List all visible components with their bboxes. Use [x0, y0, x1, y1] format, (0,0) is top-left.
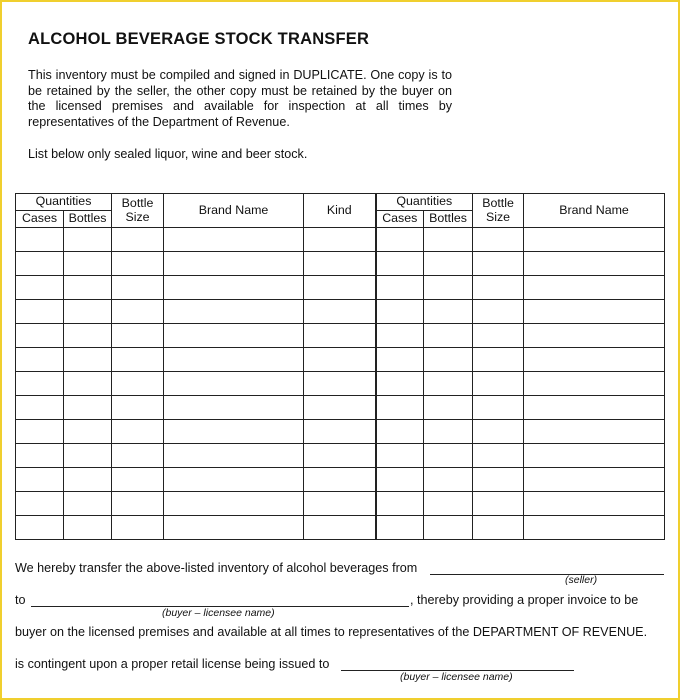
table-cell[interactable]: [424, 420, 473, 444]
table-cell[interactable]: [424, 516, 473, 540]
list-instruction: List below only sealed liquor, wine and beer stock.: [28, 147, 308, 161]
table-cell[interactable]: [424, 252, 473, 276]
table-cell[interactable]: [524, 468, 665, 492]
table-cell[interactable]: [304, 516, 376, 540]
table-cell[interactable]: [524, 372, 665, 396]
table-cell[interactable]: [164, 492, 304, 516]
table-cell[interactable]: [64, 396, 112, 420]
table-cell[interactable]: [16, 396, 64, 420]
table-cell[interactable]: [64, 348, 112, 372]
table-cell[interactable]: [112, 468, 164, 492]
table-cell[interactable]: [164, 348, 304, 372]
bottle-size-header-right: Bottle Size: [473, 194, 524, 228]
table-cell[interactable]: [304, 252, 376, 276]
table-cell[interactable]: [376, 300, 424, 324]
table-cell[interactable]: [112, 348, 164, 372]
table-row: [16, 300, 665, 324]
table-cell[interactable]: [376, 420, 424, 444]
form-title: ALCOHOL BEVERAGE STOCK TRANSFER: [28, 30, 370, 48]
table-cell[interactable]: [473, 348, 524, 372]
table-cell[interactable]: [376, 396, 424, 420]
table-cell[interactable]: [304, 300, 376, 324]
bottles-header-right: Bottles: [424, 211, 473, 228]
table-row: [16, 396, 665, 420]
table-cell[interactable]: [473, 372, 524, 396]
table-cell[interactable]: [424, 372, 473, 396]
table-cell[interactable]: [16, 324, 64, 348]
stock-table: [15, 193, 665, 540]
table-cell[interactable]: [112, 372, 164, 396]
table-cell[interactable]: [16, 252, 64, 276]
table-cell[interactable]: [112, 252, 164, 276]
table-cell[interactable]: [112, 444, 164, 468]
table-cell[interactable]: [473, 276, 524, 300]
table-cell[interactable]: [64, 516, 112, 540]
table-row: [16, 372, 665, 396]
quantities-header-left: Quantities: [16, 194, 112, 211]
table-row: [16, 492, 665, 516]
brand-name-header-left: Brand Name: [164, 194, 304, 228]
table-cell[interactable]: [16, 228, 64, 252]
table-cell[interactable]: [164, 276, 304, 300]
table-cell[interactable]: [473, 228, 524, 252]
table-cell[interactable]: [112, 396, 164, 420]
table-cell[interactable]: [164, 300, 304, 324]
table-cell[interactable]: [376, 516, 424, 540]
seller-name-field[interactable]: [430, 574, 664, 575]
table-cell[interactable]: [304, 348, 376, 372]
table-cell[interactable]: [112, 516, 164, 540]
table-cell[interactable]: [524, 420, 665, 444]
table-cell[interactable]: [424, 348, 473, 372]
table-cell[interactable]: [164, 516, 304, 540]
table-cell[interactable]: [112, 420, 164, 444]
table-cell[interactable]: [164, 420, 304, 444]
table-cell[interactable]: [164, 228, 304, 252]
table-cell[interactable]: [112, 276, 164, 300]
table-cell[interactable]: [424, 396, 473, 420]
table-cell[interactable]: [164, 324, 304, 348]
table-cell[interactable]: [16, 516, 64, 540]
table-cell[interactable]: [376, 276, 424, 300]
table-cell[interactable]: [473, 516, 524, 540]
table-row: [16, 276, 665, 300]
table-row: [16, 420, 665, 444]
transfer-statement: We hereby transfer the above-listed inventory of alcohol beverages from: [15, 561, 418, 575]
table-cell[interactable]: [376, 492, 424, 516]
table-cell[interactable]: [524, 228, 665, 252]
table-cell[interactable]: [376, 324, 424, 348]
table-cell[interactable]: [16, 348, 64, 372]
table-cell[interactable]: [304, 396, 376, 420]
table-row: [16, 228, 665, 252]
table-cell[interactable]: [524, 252, 665, 276]
table-cell[interactable]: [64, 276, 112, 300]
table-cell[interactable]: [16, 276, 64, 300]
table-cell[interactable]: [16, 444, 64, 468]
table-cell[interactable]: [524, 348, 665, 372]
table-cell[interactable]: [473, 252, 524, 276]
table-cell[interactable]: [64, 228, 112, 252]
table-cell[interactable]: [16, 300, 64, 324]
table-row: [16, 252, 665, 276]
table-cell[interactable]: [112, 324, 164, 348]
table-cell[interactable]: [112, 300, 164, 324]
department-statement: buyer on the licensed premises and available at all times to representatives of the DEPARTMENT OF REVENUE.: [15, 625, 648, 639]
table-cell[interactable]: [473, 300, 524, 324]
table-cell[interactable]: [524, 516, 665, 540]
table-cell[interactable]: [164, 396, 304, 420]
table-cell[interactable]: [304, 468, 376, 492]
intro-paragraph: This inventory must be compiled and signed in DUPLICATE. One copy is to be retained by the seller, the other copy must be retained by the buyer on the licensed premises and available for inspection at all times by representatives of the Department of Revenue.: [28, 68, 452, 129]
table-cell[interactable]: [16, 492, 64, 516]
table-cell[interactable]: [164, 468, 304, 492]
table-row: [16, 324, 665, 348]
quantities-header-right: Quantities: [376, 194, 473, 211]
table-cell[interactable]: [164, 252, 304, 276]
table-cell[interactable]: [64, 492, 112, 516]
cases-header-left: Cases: [16, 211, 64, 228]
table-cell[interactable]: [524, 276, 665, 300]
to-label: to: [15, 593, 26, 607]
table-cell[interactable]: [524, 396, 665, 420]
table-row: [16, 444, 665, 468]
invoice-statement: , thereby providing a proper invoice to be: [410, 593, 639, 607]
table-cell[interactable]: [376, 444, 424, 468]
table-cell[interactable]: [473, 324, 524, 348]
cases-header-right: Cases: [376, 211, 424, 228]
table-cell[interactable]: [304, 324, 376, 348]
table-cell[interactable]: [64, 420, 112, 444]
table-cell[interactable]: [16, 420, 64, 444]
table-cell[interactable]: [524, 300, 665, 324]
table-cell[interactable]: [64, 372, 112, 396]
table-cell[interactable]: [473, 420, 524, 444]
table-cell[interactable]: [473, 468, 524, 492]
table-cell[interactable]: [304, 276, 376, 300]
table-cell[interactable]: [424, 468, 473, 492]
table-cell[interactable]: [64, 324, 112, 348]
table-row: [16, 468, 665, 492]
table-cell[interactable]: [424, 324, 473, 348]
table-cell[interactable]: [64, 468, 112, 492]
table-cell[interactable]: [473, 396, 524, 420]
table-cell[interactable]: [112, 492, 164, 516]
table-cell[interactable]: [376, 468, 424, 492]
table-cell[interactable]: [424, 492, 473, 516]
table-cell[interactable]: [473, 444, 524, 468]
table-cell[interactable]: [304, 228, 376, 252]
table-cell[interactable]: [424, 300, 473, 324]
table-cell[interactable]: [524, 492, 665, 516]
table-cell[interactable]: [304, 372, 376, 396]
table-cell[interactable]: [376, 252, 424, 276]
table-cell[interactable]: [376, 372, 424, 396]
seller-caption: (seller): [565, 574, 598, 586]
licensee-caption: (buyer – licensee name): [400, 671, 513, 683]
table-cell[interactable]: [64, 300, 112, 324]
table-cell[interactable]: [304, 444, 376, 468]
license-statement: is contingent upon a proper retail license being issued to: [15, 657, 330, 671]
table-cell[interactable]: [473, 492, 524, 516]
table-cell[interactable]: [16, 372, 64, 396]
table-cell[interactable]: [424, 276, 473, 300]
table-cell[interactable]: [164, 444, 304, 468]
buyer-caption: (buyer – licensee name): [162, 607, 275, 619]
table-cell[interactable]: [424, 444, 473, 468]
table-cell[interactable]: [64, 252, 112, 276]
table-cell[interactable]: [376, 228, 424, 252]
bottles-header-left: Bottles: [64, 211, 112, 228]
table-cell[interactable]: [524, 324, 665, 348]
table-cell[interactable]: [164, 372, 304, 396]
table-cell[interactable]: [524, 444, 665, 468]
brand-name-header-right: Brand Name: [524, 194, 665, 228]
kind-header: Kind: [304, 194, 376, 228]
table-row: [16, 516, 665, 540]
table-row: [16, 348, 665, 372]
table-cell[interactable]: [424, 228, 473, 252]
table-cell[interactable]: [304, 420, 376, 444]
table-cell[interactable]: [304, 492, 376, 516]
table-cell[interactable]: [376, 348, 424, 372]
table-cell[interactable]: [64, 444, 112, 468]
table-cell[interactable]: [112, 228, 164, 252]
bottle-size-header-left: Bottle Size: [112, 194, 164, 228]
table-cell[interactable]: [16, 468, 64, 492]
